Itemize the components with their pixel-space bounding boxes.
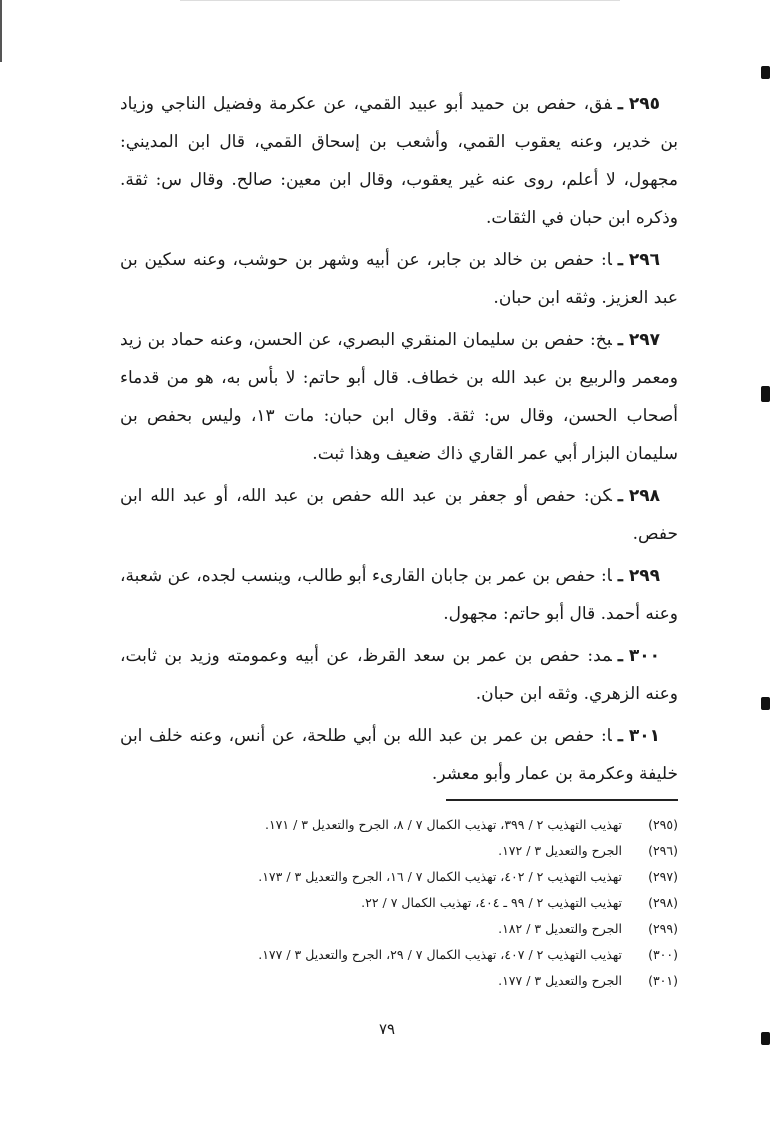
- entry-dash: ـ: [617, 486, 623, 506]
- footnote-number: (٢٩٨): [648, 895, 678, 910]
- entry-text: بخ: حفص بن سليمان المنقري البصري، عن الحسن، وعنه حماد بن زيد ومعمر والربيع بن عبد الله بن خطاف. قال أبو حاتم: لا بأس به، هو من قدماء أصحاب الحسن، وقال س: ثقة. وقال ابن حبان: مات ١٣، وليس بحفص بن سليمان البزار أبي عمر القاري ذاك ضعيف وهذا ثبت.: [120, 330, 678, 464]
- entry-number: ٣٠١: [628, 726, 660, 746]
- entry-number: ٢٩٥: [628, 94, 660, 114]
- entry-297: [120, 321, 678, 473]
- footnote-number: (٢٩٩): [648, 921, 678, 936]
- footnote-text: الجرح والتعديل ٣ / ١٧٧.: [498, 973, 622, 988]
- entry-dash: ـ: [617, 646, 623, 666]
- entry-text: ا: حفص بن عمر بن جابان القارىء أبو طالب، وينسب لجده، عن شعبة، وعنه أحمد. قال أبو حاتم: مجهول.: [120, 566, 678, 624]
- footnote-297: [120, 864, 678, 890]
- footnote-300: [120, 942, 678, 968]
- entry-dash: ـ: [617, 250, 623, 270]
- footnotes: [120, 812, 678, 994]
- footnote-divider: [446, 799, 678, 801]
- entry-number: ٢٩٨: [628, 486, 660, 506]
- entry-text: فق، حفص بن حميد أبو عبيد القمي، عن عكرمة وفضيل الناجي وزياد بن خدير، وعنه يعقوب القمي، وأشعب بن إسحاق القمي، قال ابن المديني: مجهول، لا أعلم، روى عنه غير يعقوب، وقال ابن معين: صالح. وقال س: ثقة. وذكره ابن حبان في الثقات.: [120, 94, 678, 228]
- entry-300: [120, 637, 678, 713]
- footnote-number: (٢٩٧): [648, 869, 678, 884]
- footnote-text: تهذيب التهذيب ٢ / ٤٠٧، تهذيب الكمال ٧ / ٢٩، الجرح والتعديل ٣ / ١٧٧.: [258, 947, 622, 962]
- footnote-295: [120, 812, 678, 838]
- entry-number: ٣٠٠: [628, 646, 660, 666]
- entry-295: [120, 85, 678, 237]
- page-binding-edge: [0, 0, 2, 62]
- entry-299: [120, 557, 678, 633]
- margin-mark: [761, 697, 770, 710]
- footnote-number: (٢٩٦): [648, 843, 678, 858]
- footnote-298: [120, 890, 678, 916]
- footnote-text: تهذيب التهذيب ٢ / ٣٩٩، تهذيب الكمال ٧ / ٨، الجرح والتعديل ٣ / ١٧١.: [264, 817, 622, 832]
- page-number: ٧٩: [378, 1020, 396, 1038]
- margin-mark: [761, 386, 770, 402]
- entry-dash: ـ: [617, 726, 623, 746]
- entry-298: [120, 477, 678, 553]
- footnote-296: [120, 838, 678, 864]
- page-top-scuff: [180, 0, 620, 1]
- footnote-299: [120, 916, 678, 942]
- entry-text: ا: حفص بن خالد بن جابر، عن أبيه وشهر بن حوشب، وعنه سكين بن عبد العزيز. وثقه ابن حبان.: [120, 250, 678, 308]
- footnote-number: (٣٠١): [648, 973, 678, 988]
- entry-dash: ـ: [617, 330, 623, 350]
- entry-296: [120, 241, 678, 317]
- footnote-text: تهذيب التهذيب ٢ / ٩٩ ـ ٤٠٤، تهذيب الكمال ٧ / ٢٢.: [361, 895, 622, 910]
- margin-mark: [761, 66, 770, 79]
- footnote-number: (٢٩٥): [648, 817, 678, 832]
- footnote-text: الجرح والتعديل ٣ / ١٨٢.: [498, 921, 622, 936]
- footnote-text: الجرح والتعديل ٣ / ١٧٢.: [498, 843, 622, 858]
- entry-301: [120, 717, 678, 793]
- entry-number: ٢٩٩: [628, 566, 660, 586]
- entry-number: ٢٩٦: [628, 250, 660, 270]
- entry-dash: ـ: [617, 566, 623, 586]
- entry-text: كن: حفص أو جعفر بن عبد الله حفص بن عبد الله، أو عبد الله ابن حفص.: [120, 486, 678, 544]
- footnote-301: [120, 968, 678, 994]
- entry-number: ٢٩٧: [628, 330, 660, 350]
- footnote-text: تهذيب التهذيب ٢ / ٤٠٢، تهذيب الكمال ٧ / ١٦، الجرح والتعديل ٣ / ١٧٣.: [258, 869, 622, 884]
- entry-dash: ـ: [617, 94, 623, 114]
- entry-text: مد: حفص بن عمر بن سعد القرظ، عن أبيه وعمومته وزيد بن ثابت، وعنه الزهري. وثقه ابن حبان.: [120, 646, 678, 704]
- entry-text: ا: حفص بن عمر بن عبد الله بن أبي طلحة، عن أنس، وعنه خلف ابن خليفة وعكرمة بن عمار وأبو معشر.: [120, 726, 678, 784]
- entries-body: [120, 85, 678, 797]
- footnote-number: (٣٠٠): [648, 947, 678, 962]
